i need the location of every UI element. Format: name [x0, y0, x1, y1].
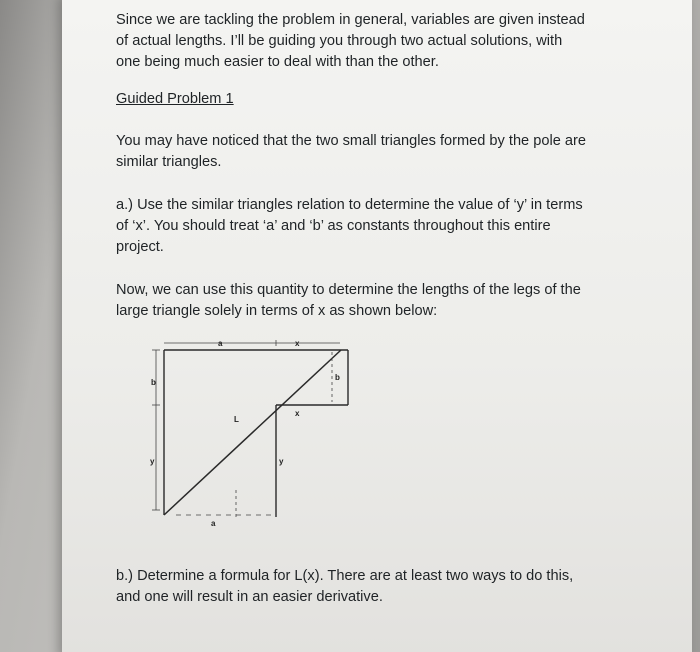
- label-L: L: [234, 415, 239, 424]
- label-y-mid: y: [279, 457, 284, 466]
- transition-paragraph: Now, we can use this quantity to determine the lengths of the legs of the large triangle solely in terms of x as shown below:: [116, 282, 581, 319]
- part-a-question: a.) Use the similar triangles relation to determine the value of ‘y’ in terms of ‘x’. You should treat ‘a’ and ‘b’ as constants throughout this entire project.: [116, 197, 583, 255]
- label-x-top: x: [295, 339, 300, 348]
- label-y-left: y: [150, 457, 155, 466]
- ladder-line: [164, 350, 341, 515]
- label-a-bottom: a: [211, 519, 216, 528]
- intro-paragraph: Since we are tackling the problem in general, variables are given instead of actual lengths. I’ll be guiding you through two actual solutions, with one being much easier to deal with than the other.: [116, 12, 585, 70]
- triangle-diagram: [140, 330, 355, 535]
- guided-problem-heading: Guided Problem 1: [116, 91, 234, 107]
- similar-triangles-paragraph: You may have noticed that the two small triangles formed by the pole are similar triangles.: [116, 133, 586, 170]
- label-b-left: b: [151, 378, 156, 387]
- part-b-question: b.) Determine a formula for L(x). There are at least two ways to do this, and one will result in an easier derivative.: [116, 568, 574, 605]
- label-b-right: b: [335, 373, 340, 382]
- label-x-mid: x: [295, 409, 300, 418]
- label-a-top: a: [218, 339, 223, 348]
